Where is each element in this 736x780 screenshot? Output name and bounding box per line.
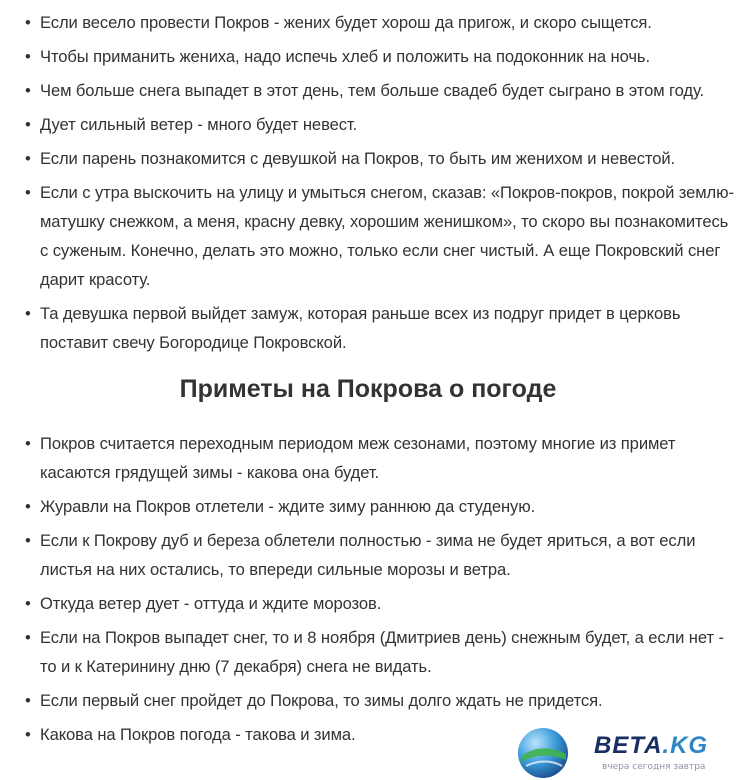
- list-item: • Журавли на Покров отлетели - ждите зиму раннюю да студеную.: [0, 492, 736, 521]
- list-item: • Чтобы приманить жениха, надо испечь хлеб и положить на подоконник на ночь.: [0, 42, 736, 71]
- logo-tagline: вчера сегодня завтра: [602, 762, 706, 772]
- logo-wordmark: ВЕТА.KG: [594, 732, 709, 759]
- list-item: • Откуда ветер дует - оттуда и ждите морозов.: [0, 589, 736, 618]
- list-item: • Если парень познакомится с девушкой на Покров, то быть им женихом и невестой.: [0, 144, 736, 173]
- site-watermark-logo: [516, 722, 736, 780]
- globe-icon: [516, 726, 570, 780]
- list-item: • Если с утра выскочить на улицу и умыться снегом, сказав: «Покров-покров, покрой землю-матушку снежком, а меня, красну девку, хорошим женишком», то скоро вы познакомитесь с суженым. Конечно, делать это можно, только если снег чистый. А еще Покровский снег дарит красоту.: [0, 178, 736, 294]
- omens-list-weather: [0, 429, 736, 749]
- list-item: • Дует сильный ветер - много будет невест.: [0, 110, 736, 139]
- list-item: • Если на Покров выпадет снег, то и 8 ноября (Дмитриев день) снежным будет, а если нет - то и к Катеринину дню (7 декабря) снега не видать.: [0, 623, 736, 681]
- section-heading: Приметы на Покрова о погоде: [179, 375, 557, 403]
- list-item: • Какова на Покров погода - такова и зима.: [0, 720, 736, 749]
- list-item: • Покров считается переходным периодом меж сезонами, поэтому многие из примет касаются грядущей зимы - какова она будет.: [0, 429, 736, 487]
- list-item: • Если к Покрову дуб и береза облетели полностью - зима не будет яриться, а вот если листья на них остались, то впереди сильные морозы и ветра.: [0, 526, 736, 584]
- list-item: • Если первый снег пройдет до Покрова, то зимы долго ждать не придется.: [0, 686, 736, 715]
- list-item: • Та девушка первой выйдет замуж, которая раньше всех из подруг придет в церковь поставит свечу Богородице Покровской.: [0, 299, 736, 357]
- list-item: • Чем больше снега выпадет в этот день, тем больше свадеб будет сыграно в этом году.: [0, 76, 736, 105]
- omens-list-love: [0, 0, 736, 357]
- list-item: • Если весело провести Покров - жених будет хорош да пригож, и скоро сыщется.: [0, 8, 736, 37]
